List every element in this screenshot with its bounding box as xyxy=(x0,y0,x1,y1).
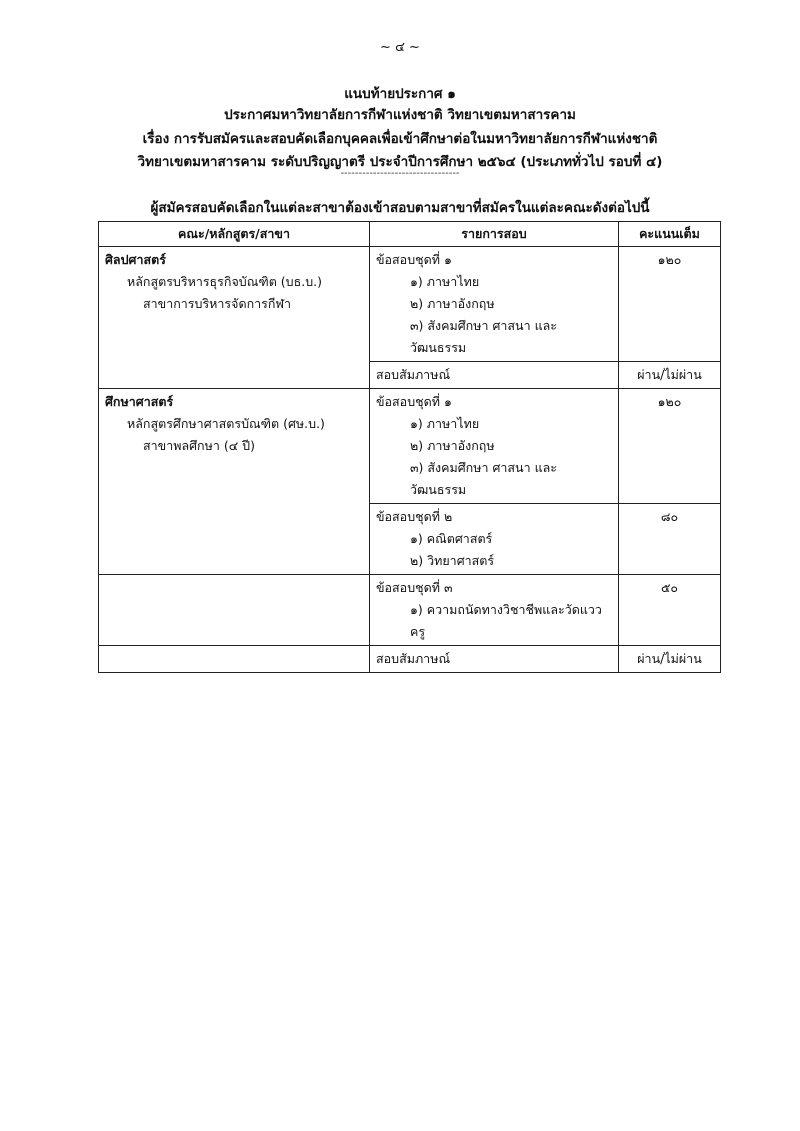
program-name: หลักสูตรบริหารธุรกิจบัณฑิต (บธ.บ.) xyxy=(127,274,322,289)
exam-set-cell xyxy=(370,575,619,646)
exam-subject: ๓) สังคมศึกษา ศาสนา และวัฒนธรรม xyxy=(410,460,558,497)
exam-subject: ๑) ภาษาไทย xyxy=(410,416,480,431)
exam-table xyxy=(98,221,721,673)
exam-set-cell xyxy=(370,504,619,575)
exam-set-title: ข้อสอบชุดที่ ๓ xyxy=(376,580,453,595)
score-cell: ผ่าน/ไม่ผ่าน xyxy=(619,362,721,389)
announcement-scope: วิทยาเขตมหาสารคาม ระดับปริญญาตรี ประจำปีการศึกษา ๒๕๖๔ (ประเภททั่วไป รอบที่ ๔) xyxy=(137,154,663,170)
score-cell: ๑๒๐ xyxy=(619,247,721,362)
page-number: ~ ๔ ~ xyxy=(380,40,420,55)
exam-subject: ๒) ภาษาอังกฤษ xyxy=(410,296,495,311)
empty-cell xyxy=(99,575,370,646)
header-faculty: คณะ/หลักสูตร/สาขา xyxy=(99,222,370,247)
exam-set-cell xyxy=(370,389,619,504)
table-row xyxy=(99,575,721,646)
score-cell: ๘๐ xyxy=(619,504,721,575)
faculty-cell xyxy=(99,247,370,389)
exam-subject: ๓) สังคมศึกษา ศาสนา และวัฒนธรรม xyxy=(410,318,558,355)
score-cell: ผ่าน/ไม่ผ่าน xyxy=(619,646,721,673)
exam-subject: ๑) ความถนัดทางวิชาชีพและวัดแววครู xyxy=(410,602,602,639)
exam-set-title: ข้อสอบชุดที่ ๑ xyxy=(376,394,452,409)
attachment-title: แนบท้ายประกาศ ๑ xyxy=(344,86,456,102)
table-header-row xyxy=(99,222,721,247)
header-divider: --------------------------------- xyxy=(340,168,460,179)
major-name: สาขาพลศึกษา (๔ ปี) xyxy=(143,438,255,453)
exam-set-cell xyxy=(370,247,619,362)
table-row xyxy=(99,247,721,362)
score-cell: ๑๒๐ xyxy=(619,389,721,504)
interview-cell: สอบสัมภาษณ์ xyxy=(370,362,619,389)
table-row xyxy=(99,389,721,504)
major-name: สาขาการบริหารจัดการกีฬา xyxy=(143,296,292,311)
header-full-score: คะแนนเต็ม xyxy=(619,222,721,247)
exam-subject: ๒) ภาษาอังกฤษ xyxy=(410,438,495,453)
announcement-subject: เรื่อง การรับสมัครและสอบคัดเลือกบุคคลเพื่อเข้าศึกษาต่อในมหาวิทยาลัยการกีฬาแห่งชาติ xyxy=(142,131,658,147)
exam-set-title: ข้อสอบชุดที่ ๒ xyxy=(376,509,453,524)
empty-cell xyxy=(99,646,370,673)
exam-subject: ๒) วิทยาศาสตร์ xyxy=(410,553,495,568)
exam-set-title: ข้อสอบชุดที่ ๑ xyxy=(376,252,452,267)
faculty-cell xyxy=(99,389,370,575)
intro-text: ผู้สมัครสอบคัดเลือกในแต่ละสาขาต้องเข้าสอบตามสาขาที่สมัครในแต่ละคณะดังต่อไปนี้ xyxy=(150,200,650,216)
score-cell: ๕๐ xyxy=(619,575,721,646)
faculty-name: ศิลปศาสตร์ xyxy=(105,252,166,267)
exam-subject: ๑) คณิตศาสตร์ xyxy=(410,531,493,546)
header-exam-items: รายการสอบ xyxy=(370,222,619,247)
announcement-title: ประกาศมหาวิทยาลัยการกีฬาแห่งชาติ วิทยาเขตมหาสารคาม xyxy=(224,107,576,123)
interview-cell: สอบสัมภาษณ์ xyxy=(370,646,619,673)
faculty-name: ศึกษาศาสตร์ xyxy=(105,394,174,409)
exam-subject: ๑) ภาษาไทย xyxy=(410,274,480,289)
table-row xyxy=(99,646,721,673)
program-name: หลักสูตรศึกษาศาสตรบัณฑิต (ศษ.บ.) xyxy=(127,416,325,431)
